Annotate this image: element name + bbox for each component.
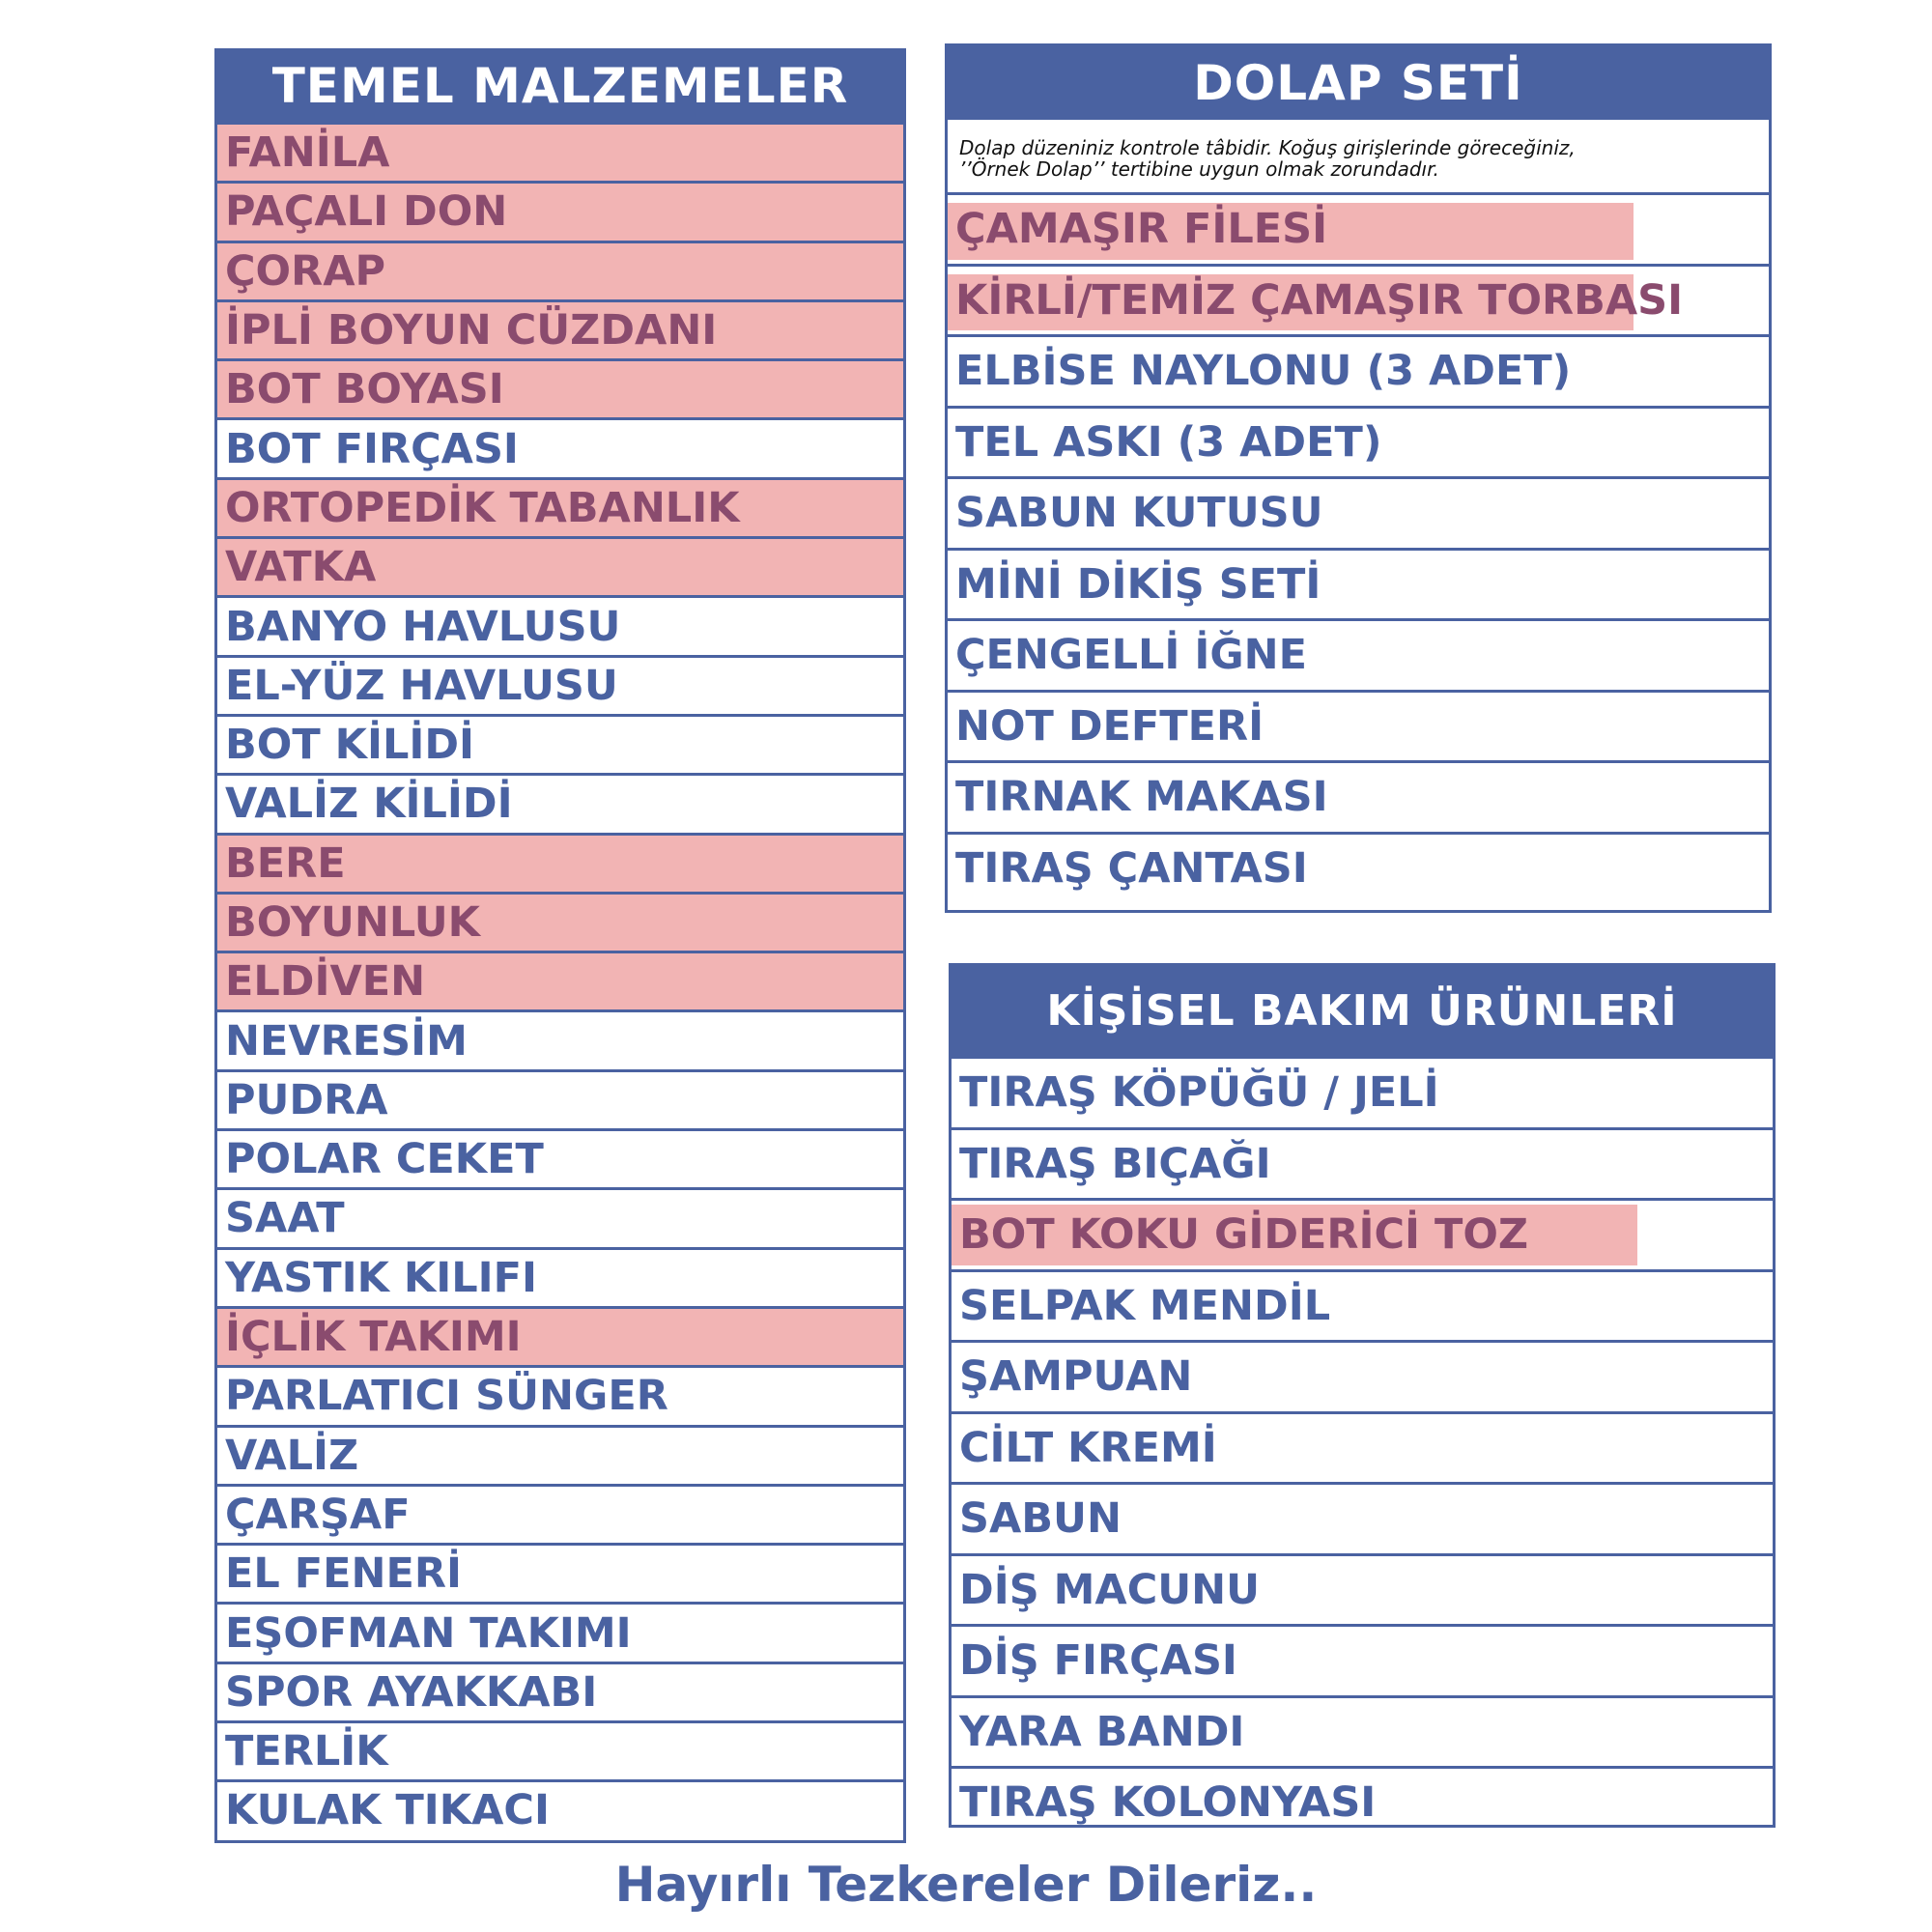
- list-item-label: VALİZ: [225, 1431, 359, 1480]
- list-item: [948, 832, 1769, 903]
- list-item-label: İÇLİK TAKIMI: [225, 1313, 522, 1362]
- list-item: [217, 536, 903, 595]
- list-item-label: TEL ASKI (3 ADET): [955, 417, 1382, 467]
- list-item: [217, 1128, 903, 1187]
- list-item-label: PARLATICI SÜNGER: [225, 1372, 668, 1421]
- list-item: [217, 1543, 903, 1602]
- list-item-label: TIRAŞ ÇANTASI: [955, 843, 1308, 893]
- list-item-label: BOYUNLUK: [225, 898, 480, 947]
- list-item-label: FANİLA: [225, 128, 390, 178]
- kisisel-bakim-list: [952, 1056, 1773, 1837]
- list-item-label: BOT FIRÇASI: [225, 424, 519, 473]
- list-item: [217, 358, 903, 417]
- footer-message: Hayırlı Tezkereler Dileriz..: [614, 1857, 1318, 1913]
- list-item: [217, 833, 903, 892]
- list-item-label: DİŞ FIRÇASI: [959, 1636, 1237, 1686]
- list-item: [217, 1602, 903, 1661]
- list-item: [217, 1069, 903, 1128]
- list-item: [948, 192, 1769, 264]
- list-item-label: TERLİK: [225, 1727, 388, 1776]
- list-item: [952, 1482, 1773, 1553]
- list-item-label: CİLT KREMİ: [959, 1423, 1217, 1472]
- list-item-label: ŞAMPUAN: [959, 1352, 1193, 1402]
- list-item: [948, 406, 1769, 477]
- list-item-label: ELDİVEN: [225, 957, 426, 1007]
- list-item: [948, 690, 1769, 761]
- list-item: [948, 476, 1769, 548]
- list-item: [217, 951, 903, 1009]
- list-item-label: EL-YÜZ HAVLUSU: [225, 661, 618, 710]
- list-item: [217, 595, 903, 654]
- list-item: [217, 477, 903, 536]
- list-item-label: PAÇALI DON: [225, 187, 508, 237]
- list-item: [217, 1720, 903, 1779]
- list-item-label: BOT BOYASI: [225, 365, 504, 414]
- list-item: [948, 760, 1769, 832]
- list-item-label: TIRAŞ KOLONYASI: [959, 1778, 1377, 1828]
- list-item-label: ÇENGELLİ İĞNE: [955, 631, 1308, 680]
- list-item: [952, 1340, 1773, 1411]
- list-item: [952, 1198, 1773, 1269]
- list-item: [217, 892, 903, 951]
- list-item: [217, 773, 903, 832]
- list-item-label: BERE: [225, 838, 346, 888]
- list-item: [217, 714, 903, 773]
- list-item-label: TIRAŞ KÖPÜĞÜ / JELİ: [959, 1068, 1439, 1118]
- dolap-note: [948, 120, 1769, 192]
- list-item: [217, 1484, 903, 1543]
- list-item-label: YASTIK KILIFI: [225, 1253, 537, 1302]
- list-item-label: EŞOFMAN TAKIMI: [225, 1608, 632, 1658]
- list-item: [952, 1411, 1773, 1483]
- list-item: [952, 1127, 1773, 1199]
- list-item-label: ÇORAP: [225, 246, 386, 296]
- list-item: [952, 1766, 1773, 1837]
- list-item-label: KULAK TIKACI: [225, 1786, 550, 1835]
- list-item: [217, 1365, 903, 1424]
- list-item-label: ÇARŞAF: [225, 1490, 411, 1539]
- list-item: [217, 417, 903, 476]
- list-item: [948, 264, 1769, 335]
- list-item-label: SPOR AYAKKABI: [225, 1667, 598, 1717]
- dolap-seti-list: [948, 192, 1769, 902]
- list-item-label: POLAR CEKET: [225, 1135, 544, 1184]
- list-item: [217, 181, 903, 240]
- list-item: [952, 1624, 1773, 1695]
- list-item-label: İPLİ BOYUN CÜZDANI: [225, 306, 718, 355]
- temel-malzemeler-list: [217, 122, 903, 1839]
- kisisel-bakim-panel: [949, 963, 1776, 1828]
- temel-malzemeler-panel: [214, 48, 906, 1843]
- list-item: [952, 1695, 1773, 1767]
- list-item-label: DİŞ MACUNU: [959, 1565, 1261, 1614]
- list-item-label: NEVRESİM: [225, 1016, 468, 1065]
- list-item-label: YARA BANDI: [959, 1707, 1245, 1756]
- list-item-label: SELPAK MENDİL: [959, 1281, 1331, 1330]
- list-item: [952, 1056, 1773, 1127]
- list-item-label: KİRLİ/TEMİZ ÇAMAŞIR TORBASI: [955, 275, 1684, 325]
- list-item: [948, 334, 1769, 406]
- dolap-note-line1: Dolap düzeniniz kontrole tâbidir. Koğuş girişlerinde göreceğiniz,: [959, 136, 1576, 159]
- list-item-label: TIRAŞ BIÇAĞI: [959, 1139, 1271, 1188]
- list-item-label: EL FENERİ: [225, 1549, 462, 1599]
- list-item-label: PUDRA: [225, 1075, 388, 1124]
- list-item-label: SAAT: [225, 1194, 345, 1243]
- list-item-label: BOT KİLİDİ: [225, 721, 475, 770]
- list-item-label: ORTOPEDİK TABANLIK: [225, 483, 740, 532]
- list-item-label: TIRNAK MAKASI: [955, 773, 1328, 822]
- list-item-label: VATKA: [225, 543, 377, 592]
- temel-malzemeler-title: TEMEL MALZEMELER: [217, 51, 903, 122]
- dolap-note-line2: ’’Örnek Dolap’’ tertibine uygun olmak zorundadır.: [959, 157, 1439, 181]
- list-item-label: NOT DEFTERİ: [955, 701, 1264, 751]
- list-item: [952, 1553, 1773, 1625]
- list-item-label: ELBİSE NAYLONU (3 ADET): [955, 347, 1572, 396]
- list-item: [217, 1425, 903, 1484]
- list-item: [948, 548, 1769, 619]
- list-item: [217, 1009, 903, 1068]
- list-item: [217, 1779, 903, 1838]
- list-item: [217, 1187, 903, 1246]
- list-item-label: VALİZ KİLİDİ: [225, 780, 513, 829]
- kisisel-bakim-title: KİŞİSEL BAKIM ÜRÜNLERİ: [952, 966, 1773, 1056]
- list-item: [217, 1247, 903, 1306]
- list-item: [217, 241, 903, 299]
- list-item: [217, 122, 903, 181]
- list-item: [952, 1269, 1773, 1341]
- list-item-label: ÇAMAŞIR FİLESİ: [955, 205, 1328, 254]
- list-item-label: BANYO HAVLUSU: [225, 602, 621, 651]
- list-item: [217, 655, 903, 714]
- list-item-label: SABUN KUTUSU: [955, 489, 1323, 538]
- list-item-label: BOT KOKU GİDERİCİ TOZ: [959, 1210, 1529, 1260]
- list-item-label: MİNİ DİKİŞ SETİ: [955, 559, 1321, 609]
- dolap-seti-panel: [945, 43, 1772, 913]
- list-item: [217, 1306, 903, 1365]
- list-item-label: SABUN: [959, 1494, 1122, 1544]
- list-item: [217, 1662, 903, 1720]
- list-item: [948, 618, 1769, 690]
- list-item: [217, 299, 903, 358]
- dolap-seti-title: DOLAP SETİ: [948, 46, 1769, 120]
